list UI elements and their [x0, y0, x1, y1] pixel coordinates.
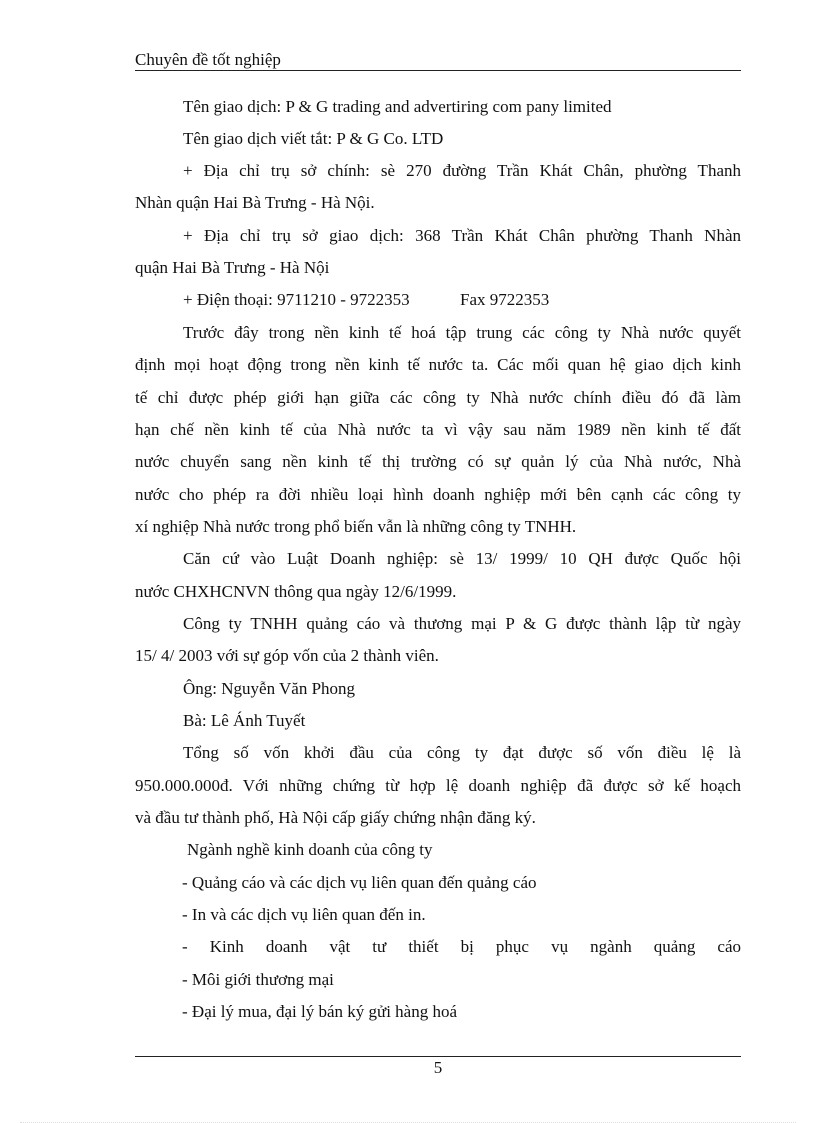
head-office-line-2: Nhàn quận Hai Bà Trưng - Hà Nội. — [135, 193, 375, 212]
footer-divider — [135, 1056, 741, 1057]
page-header-title: Chuyên đề tốt nghiệp — [135, 50, 281, 69]
business-item: - In và các dịch vụ liên quan đến in. — [182, 905, 426, 924]
member-2: Bà: Lê Ánh Tuyết — [183, 711, 306, 730]
paragraph-1-line: nước chuyển sang nền kinh tế thị trường có sự quản lý của Nhà nước, Nhà — [135, 452, 741, 471]
paragraph-4-line: 950.000.000đ. Với những chứng từ hợp lệ doanh nghiệp đã được sở kế hoạch — [135, 776, 741, 795]
paragraph-3-line: 15/ 4/ 2003 với sự góp vốn của 2 thành viên. — [135, 646, 439, 665]
trade-name: Tên giao dịch: P & G trading and advertiring com pany limited — [183, 97, 612, 116]
business-item: - Quảng cáo và các dịch vụ liên quan đến quảng cáo — [182, 873, 537, 892]
head-office-line-1: + Địa chỉ trụ sở chính: sè 270 đường Trần Khát Chân, phường Thanh — [183, 161, 741, 180]
paragraph-3-line: Công ty TNHH quảng cáo và thương mại P & G được thành lập từ ngày — [183, 614, 741, 633]
paragraph-4-line: Tổng số vốn khởi đầu của công ty đạt được số vốn điều lệ là — [183, 743, 741, 762]
paragraph-1-line: định mọi hoạt động trong nền kinh tế nước ta. Các mối quan hệ giao dịch kinh — [135, 355, 741, 374]
paragraph-1-line: tế chỉ được phép giới hạn giữa các công ty Nhà nước chính điều đó đã làm — [135, 388, 741, 407]
paragraph-1-line: Trước đây trong nền kinh tế hoá tập trung các công ty Nhà nước quyết — [183, 323, 741, 342]
business-item: - Môi giới thương mại — [182, 970, 334, 989]
business-item: - Đại lý mua, đại lý bán ký gửi hàng hoá — [182, 1002, 458, 1021]
paragraph-1-line: hạn chế nền kinh tế của Nhà nước ta vì vậy sau năm 1989 nền kinh tế đất — [135, 420, 741, 439]
paragraph-4-line: và đầu tư thành phố, Hà Nội cấp giấy chứng nhận đăng ký. — [135, 808, 536, 827]
transaction-office-line-1: + Địa chỉ trụ sở giao dịch: 368 Trần Khát Chân phường Thanh Nhàn — [183, 226, 741, 245]
paragraph-2-line: nước CHXHCNVN thông qua ngày 12/6/1999. — [135, 582, 457, 601]
member-1: Ông: Nguyễn Văn Phong — [183, 679, 356, 698]
page-number: 5 — [433, 1058, 443, 1077]
phone-text: + Điện thoại: 9711210 - 9722353 — [183, 290, 410, 309]
fax-text: Fax 9722353 — [460, 290, 550, 309]
paragraph-2-line: Căn cứ vào Luật Doanh nghiệp: sè 13/ 1999/ 10 QH được Quốc hội — [183, 549, 741, 568]
header-divider — [135, 70, 741, 71]
business-heading: Ngành nghề kinh doanh của công ty — [187, 840, 433, 859]
business-item: - Kinh doanh vật tư thiết bị phục vụ ngành quảng cáo — [182, 937, 741, 956]
transaction-office-line-2: quận Hai Bà Trưng - Hà Nội — [135, 258, 330, 277]
paragraph-1-line: nước cho phép ra đời nhiều loại hình doanh nghiệp mới bên cạnh các công ty — [135, 485, 741, 504]
trade-name-short: Tên giao dịch viết tắt: P & G Co. LTD — [183, 129, 444, 148]
phone-fax-line — [183, 284, 549, 316]
paragraph-1-line: xí nghiệp Nhà nước trong phổ biến vẫn là những công ty TNHH. — [135, 517, 577, 536]
